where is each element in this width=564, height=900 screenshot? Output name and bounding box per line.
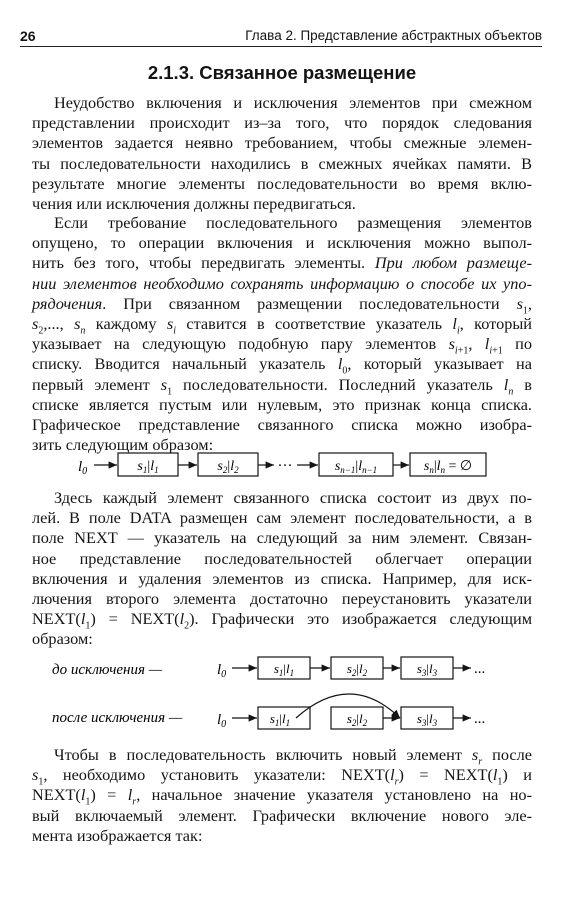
text-line: Если требование последовательного размещения элементов xyxy=(54,213,532,232)
node-label: $s_1|l_1$ xyxy=(137,459,159,475)
page-number: 26 xyxy=(20,28,36,44)
text-line: элементов задается неявно требованием, чтобы смежные элемен- xyxy=(32,133,532,153)
node-label: $s_1|l_1$ xyxy=(269,711,291,728)
node-label: $s_2|l_2$ xyxy=(346,711,368,728)
start-pointer-label: $l_0$ xyxy=(217,712,227,730)
node-label: $s_{n-1}|l_{n-1}$ xyxy=(334,459,378,475)
node-label: $s_n|l_n$ = ∅ xyxy=(423,459,473,475)
text-line: лей. В поле DATA размещен сам элемент последовательности, а в xyxy=(32,508,532,528)
paragraph-4 xyxy=(32,745,532,846)
start-pointer-label: $l_0$ xyxy=(217,662,227,680)
after-label: после исключения — xyxy=(52,710,183,726)
text-line: поле NEXT — указатель на следующий за ним элемент. Связан- xyxy=(32,528,532,548)
linked-list-diagram xyxy=(0,440,564,484)
paragraph-1 xyxy=(32,93,532,214)
text-line: включения и удаления элементов из списка. Например, для иск- xyxy=(32,568,532,588)
exclusion-diagram xyxy=(0,648,564,738)
text-line: нии элементов необходимо сохранять информацию о способе их упо- xyxy=(32,273,532,293)
paragraph-3 xyxy=(32,488,532,650)
text-line: Неудобство включения и исключения элементов при смежном xyxy=(54,93,532,112)
ellipsis: ... xyxy=(474,711,486,727)
text-line: Здесь каждый элемент связанного списка состоит из двух по- xyxy=(54,488,532,507)
text-line: $NEXT(l_1) = l_r$, начальное значение указателя установлено на но- xyxy=(32,785,532,808)
node-label: $s_2|l_2$ xyxy=(217,459,239,475)
text-line: первый элемент $s_1$ последовательности. Последний указатель $l_n$ в xyxy=(32,374,532,397)
text-line: рядочения. При связанном размещении последовательности $s_1$, xyxy=(32,293,532,316)
text-line: нить без того, чтобы передвигать элементы. При любом размеще- xyxy=(32,253,532,273)
ellipsis: ··· xyxy=(277,458,293,474)
text-line: вый включаемый элемент. Графически включение нового эле- xyxy=(32,805,532,825)
text-line: $NEXT(l_1)$ = $NEXT(l_2)$. Графически это изображается следующим xyxy=(32,609,532,632)
before-label: до исключения — xyxy=(52,662,163,678)
text-line: $s_2$,..., $s_n$ каждому $s_i$ ставится в соответствие указатель $l_i$, который xyxy=(32,313,533,337)
node-label: $s_3|l_3$ xyxy=(416,661,438,678)
text-line: ное представление последовательностей облегчает операции xyxy=(32,548,532,568)
text-line: результате многие элементы последовательности во время вклю- xyxy=(32,173,532,193)
text-line: Чтобы в последовательность включить новый элемент $s_r$ после xyxy=(54,745,532,768)
node-label: $s_1|l_1$ xyxy=(273,661,295,678)
text-line: лючения второго элемента достаточно переустановить указатели xyxy=(32,588,532,608)
section-title: 2.1.3. Связанное размещение xyxy=(147,62,417,83)
text-line: ты последовательности находились в смежных ячейках памяти. В xyxy=(32,153,532,173)
ellipsis: ... xyxy=(474,661,486,677)
paragraph-2 xyxy=(32,213,532,455)
text-line: мента изображается так: xyxy=(32,825,203,845)
text-line: указывает на следующую подобную пару элементов $s_{i+1}$, $l_{i+1}$ по xyxy=(32,334,532,357)
header-rule xyxy=(20,46,542,47)
text-line: $s_1$, необходимо установить указатели: $NEXT(l_r)$ = $NEXT(l_1)$ и xyxy=(32,765,532,788)
text-line: чения или исключения должны передвигаться. xyxy=(32,193,356,213)
text-line: опущено, то операции включения и исключения можно выпол- xyxy=(32,233,532,253)
text-line: представлении происходит из–за того, что порядок следования xyxy=(32,113,532,133)
text-line: зить следующим образом: xyxy=(32,435,214,455)
start-pointer-label: $l_0$ xyxy=(78,459,88,477)
text-line: списке является пустым или нулевым, это признак конца списка. xyxy=(32,394,532,414)
text-line: списку. Вводится начальный указатель $l_0$, который указывает на xyxy=(32,354,532,377)
page-header xyxy=(20,24,542,46)
text-line: Графическое представление связанного списка можно изобра- xyxy=(32,414,532,434)
chapter-title: Глава 2. Представление абстрактных объектов xyxy=(245,28,542,43)
node-label: $s_3|l_3$ xyxy=(416,711,438,728)
node-label: $s_2|l_2$ xyxy=(346,661,368,678)
text-line: образом: xyxy=(32,629,93,649)
